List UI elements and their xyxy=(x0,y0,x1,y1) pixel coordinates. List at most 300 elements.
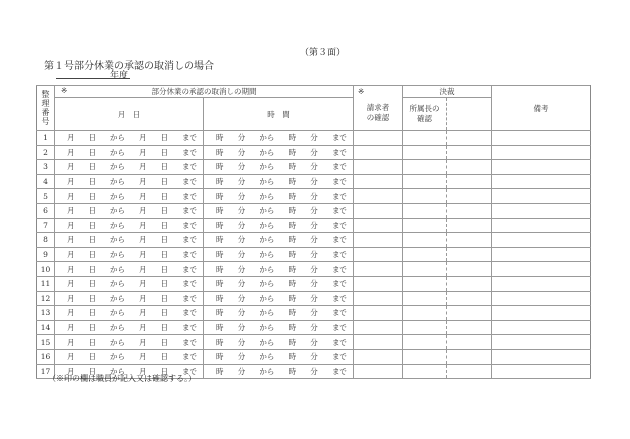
time-unit-label: 分 xyxy=(310,352,318,362)
date-unit-label: まで xyxy=(182,337,197,347)
date-unit-label: 日 xyxy=(160,293,168,303)
time-range-cell[interactable] xyxy=(204,160,354,175)
time-unit-label: から xyxy=(259,177,275,187)
approval-stamp-cell[interactable] xyxy=(447,262,492,277)
date-unit-label: まで xyxy=(182,250,197,260)
time-unit-label: まで xyxy=(331,323,347,333)
remarks-cell[interactable] xyxy=(492,203,591,218)
date-unit-label: まで xyxy=(182,147,197,157)
date-unit-label: 月 xyxy=(139,293,147,303)
date-unit-label: 日 xyxy=(88,352,96,362)
time-range-cell[interactable] xyxy=(204,276,354,291)
time-range-cell[interactable] xyxy=(204,189,354,204)
manager-confirm-cell[interactable] xyxy=(403,131,447,146)
time-unit-label: から xyxy=(259,162,275,172)
approval-stamp-cell[interactable] xyxy=(447,131,492,146)
time-unit-label: 分 xyxy=(237,133,246,143)
date-unit-label: 日 xyxy=(88,177,96,187)
time-unit-label: から xyxy=(259,323,275,333)
manager-confirm-cell[interactable] xyxy=(403,247,447,262)
time-range-cell[interactable] xyxy=(204,247,354,262)
date-unit-label: 日 xyxy=(88,147,96,157)
year-input-line[interactable] xyxy=(56,78,130,79)
date-unit-label: 月 xyxy=(139,366,147,376)
date-range-cell[interactable] xyxy=(55,189,204,204)
date-range-cell[interactable] xyxy=(55,320,204,335)
date-unit-label: まで xyxy=(182,191,197,201)
time-unit-label: 分 xyxy=(237,162,246,172)
date-unit-label: 日 xyxy=(160,352,168,362)
remarks-cell[interactable] xyxy=(492,364,591,379)
requester-confirm-cell[interactable] xyxy=(354,203,403,218)
requester-confirm-cell[interactable] xyxy=(354,276,403,291)
date-unit-label: 月 xyxy=(67,206,75,216)
date-unit-label: 月 xyxy=(139,250,147,260)
approval-stamp-cell[interactable] xyxy=(447,349,492,364)
time-unit-label: まで xyxy=(331,206,347,216)
time-unit-label: 分 xyxy=(310,177,318,187)
row-number: 16 xyxy=(37,349,55,364)
remarks-cell[interactable] xyxy=(492,189,591,204)
time-unit-label: 時 xyxy=(216,352,224,362)
time-unit-label: 分 xyxy=(237,250,246,260)
time-range-cell[interactable] xyxy=(204,291,354,306)
date-unit-label: から xyxy=(110,250,125,260)
requester-confirm-cell[interactable] xyxy=(354,145,403,160)
remarks-cell[interactable] xyxy=(492,233,591,248)
requester-confirm-cell[interactable] xyxy=(354,335,403,350)
date-unit-label: 月 xyxy=(139,147,147,157)
date-unit-label: 日 xyxy=(160,220,168,230)
date-unit-label: まで xyxy=(182,235,197,245)
date-range-cell[interactable] xyxy=(55,349,204,364)
time-unit-label: まで xyxy=(331,308,347,318)
approval-stamp-cell[interactable] xyxy=(447,364,492,379)
time-unit-label: 時 xyxy=(216,147,224,157)
date-unit-label: 月 xyxy=(67,250,75,260)
requester-confirm-cell[interactable] xyxy=(354,247,403,262)
approval-stamp-header xyxy=(447,98,492,131)
table-row xyxy=(37,247,591,262)
table-row xyxy=(37,131,591,146)
date-unit-label: 日 xyxy=(160,337,168,347)
time-unit-label: 時 xyxy=(216,133,224,143)
date-unit-label: 日 xyxy=(160,162,168,172)
time-unit-label: 時 xyxy=(216,337,224,347)
time-unit-label: 時 xyxy=(216,293,224,303)
approval-header: 決裁 xyxy=(403,86,492,98)
time-unit-label: 分 xyxy=(310,279,318,289)
approval-stamp-cell[interactable] xyxy=(447,160,492,175)
date-unit-label: 月 xyxy=(67,352,75,362)
time-unit-label: 時 xyxy=(288,366,297,376)
time-unit-label: 時 xyxy=(216,162,224,172)
date-unit-label: 月 xyxy=(67,264,75,274)
time-unit-label: 時 xyxy=(288,162,297,172)
manager-confirm-cell[interactable] xyxy=(403,262,447,277)
remarks-cell[interactable] xyxy=(492,291,591,306)
time-unit-label: 分 xyxy=(310,323,318,333)
row-number: 2 xyxy=(37,145,55,160)
time-range-cell[interactable] xyxy=(204,349,354,364)
manager-confirm-cell[interactable] xyxy=(403,335,447,350)
date-unit-label: 日 xyxy=(88,337,96,347)
manager-confirm-cell[interactable] xyxy=(403,233,447,248)
row-number: 6 xyxy=(37,203,55,218)
time-unit-label: から xyxy=(259,206,275,216)
table-row xyxy=(37,218,591,233)
manager-confirm-cell[interactable] xyxy=(403,174,447,189)
date-unit-label: 月 xyxy=(67,177,75,187)
requester-confirm-cell[interactable] xyxy=(354,131,403,146)
table-row xyxy=(37,233,591,248)
time-unit-label: 分 xyxy=(237,352,246,362)
date-unit-label: 月 xyxy=(67,235,75,245)
requester-confirm-cell[interactable] xyxy=(354,306,403,321)
time-unit-label: 分 xyxy=(310,264,318,274)
table-row xyxy=(37,203,591,218)
table-row xyxy=(37,276,591,291)
manager-confirm-cell[interactable] xyxy=(403,306,447,321)
manager-confirm-cell[interactable] xyxy=(403,291,447,306)
remarks-cell[interactable] xyxy=(492,145,591,160)
approval-stamp-cell[interactable] xyxy=(447,320,492,335)
approval-stamp-cell[interactable] xyxy=(447,291,492,306)
time-unit-label: まで xyxy=(331,162,347,172)
time-unit-label: まで xyxy=(331,133,347,143)
time-unit-label: 時 xyxy=(288,293,297,303)
time-unit-label: 時 xyxy=(288,191,297,201)
date-range-cell[interactable] xyxy=(55,203,204,218)
approval-stamp-cell[interactable] xyxy=(447,189,492,204)
approval-stamp-cell[interactable] xyxy=(447,145,492,160)
date-range-cell[interactable] xyxy=(55,306,204,321)
approval-stamp-cell[interactable] xyxy=(447,203,492,218)
manager-confirm-cell[interactable] xyxy=(403,276,447,291)
row-number: 12 xyxy=(37,291,55,306)
date-unit-label: 日 xyxy=(160,279,168,289)
time-unit-label: から xyxy=(259,235,275,245)
date-unit-label: 日 xyxy=(160,366,168,376)
date-unit-label: から xyxy=(110,191,125,201)
date-unit-label: 日 xyxy=(160,133,168,143)
time-unit-label: から xyxy=(259,133,275,143)
period-header xyxy=(55,86,354,98)
time-unit-label: 分 xyxy=(237,293,246,303)
approval-stamp-cell[interactable] xyxy=(447,276,492,291)
time-unit-label: 時 xyxy=(288,206,297,216)
remarks-cell[interactable] xyxy=(492,262,591,277)
date-unit-label: まで xyxy=(182,220,197,230)
time-unit-label: まで xyxy=(331,177,347,187)
time-unit-label: から xyxy=(259,337,275,347)
date-unit-label: 月 xyxy=(139,235,147,245)
time-unit-label: まで xyxy=(331,147,347,157)
time-unit-label: 時 xyxy=(288,337,297,347)
date-unit-label: 日 xyxy=(88,133,96,143)
date-unit-label: 日 xyxy=(88,206,96,216)
date-unit-label: から xyxy=(110,337,125,347)
remarks-cell[interactable] xyxy=(492,276,591,291)
date-unit-label: 月 xyxy=(139,177,147,187)
time-unit-label: 分 xyxy=(237,235,246,245)
time-range-cell[interactable] xyxy=(204,145,354,160)
time-unit-label: 分 xyxy=(237,177,246,187)
date-unit-label: 月 xyxy=(67,279,75,289)
date-unit-label: 日 xyxy=(160,250,168,260)
time-unit-label: 時 xyxy=(288,235,297,245)
footnote: （※印の欄は職員が記入又は確認する。） xyxy=(48,374,196,383)
date-unit-label: 月 xyxy=(67,308,75,318)
manager-confirm-cell[interactable] xyxy=(403,320,447,335)
date-unit-label: まで xyxy=(182,206,197,216)
time-unit-label: 時 xyxy=(216,279,224,289)
date-unit-label: 月 xyxy=(67,220,75,230)
date-unit-label: から xyxy=(110,366,125,376)
date-range-cell[interactable] xyxy=(55,145,204,160)
time-unit-label: まで xyxy=(331,220,347,230)
date-unit-label: 日 xyxy=(88,220,96,230)
date-unit-label: まで xyxy=(182,308,197,318)
time-unit-label: から xyxy=(259,220,275,230)
date-unit-label: 月 xyxy=(139,308,147,318)
time-unit-label: 分 xyxy=(237,323,246,333)
remarks-cell[interactable] xyxy=(492,349,591,364)
time-unit-label: 分 xyxy=(310,162,318,172)
time-column-header: 時 間 xyxy=(204,98,354,131)
time-unit-label: 時 xyxy=(288,264,297,274)
date-unit-label: 月 xyxy=(139,279,147,289)
table-row xyxy=(37,262,591,277)
time-unit-label: から xyxy=(259,308,275,318)
time-unit-label: 時 xyxy=(288,323,297,333)
remarks-cell[interactable] xyxy=(492,320,591,335)
date-range-cell[interactable] xyxy=(55,233,204,248)
manager-confirm-cell[interactable] xyxy=(403,189,447,204)
date-unit-label: から xyxy=(110,220,125,230)
date-unit-label: 月 xyxy=(67,337,75,347)
time-range-cell[interactable] xyxy=(204,203,354,218)
date-column-header: 月 日 xyxy=(55,98,204,131)
time-unit-label: 時 xyxy=(288,308,297,318)
date-range-cell[interactable] xyxy=(55,276,204,291)
time-unit-label: 分 xyxy=(310,147,318,157)
date-unit-label: 日 xyxy=(88,235,96,245)
row-number: 9 xyxy=(37,247,55,262)
date-unit-label: 日 xyxy=(88,162,96,172)
date-range-cell[interactable] xyxy=(55,291,204,306)
date-unit-label: から xyxy=(110,352,125,362)
cancellation-table xyxy=(36,85,591,379)
row-number: 5 xyxy=(37,189,55,204)
remarks-cell[interactable] xyxy=(492,174,591,189)
requester-confirm-cell[interactable] xyxy=(354,174,403,189)
row-number: 10 xyxy=(37,262,55,277)
remarks-cell[interactable] xyxy=(492,160,591,175)
time-range-cell[interactable] xyxy=(204,233,354,248)
time-unit-label: 時 xyxy=(216,323,224,333)
remarks-cell[interactable] xyxy=(492,247,591,262)
date-unit-label: 日 xyxy=(88,366,96,376)
time-unit-label: 分 xyxy=(237,366,246,376)
date-unit-label: まで xyxy=(182,293,197,303)
manager-confirm-cell[interactable] xyxy=(403,364,447,379)
page-number: （第３面） xyxy=(300,48,346,58)
date-unit-label: 月 xyxy=(139,264,147,274)
date-unit-label: から xyxy=(110,147,125,157)
remarks-cell[interactable] xyxy=(492,335,591,350)
requester-confirm-cell[interactable] xyxy=(354,233,403,248)
date-unit-label: 月 xyxy=(67,191,75,201)
time-unit-label: 時 xyxy=(216,191,224,201)
row-number: 11 xyxy=(37,276,55,291)
time-unit-label: まで xyxy=(331,191,347,201)
date-range-cell[interactable] xyxy=(55,247,204,262)
time-unit-label: 分 xyxy=(310,366,318,376)
date-range-cell[interactable] xyxy=(55,131,204,146)
time-range-cell[interactable] xyxy=(204,174,354,189)
date-unit-label: 月 xyxy=(67,293,75,303)
time-unit-label: 分 xyxy=(237,279,246,289)
manager-confirm-cell[interactable] xyxy=(403,349,447,364)
date-unit-label: 月 xyxy=(139,323,147,333)
approval-stamp-cell[interactable] xyxy=(447,247,492,262)
time-range-cell[interactable] xyxy=(204,364,354,379)
time-unit-label: 時 xyxy=(216,220,224,230)
time-unit-label: まで xyxy=(331,366,347,376)
time-unit-label: 時 xyxy=(288,177,297,187)
date-unit-label: 日 xyxy=(160,323,168,333)
approval-stamp-cell[interactable] xyxy=(447,306,492,321)
time-unit-label: 時 xyxy=(288,279,297,289)
time-range-cell[interactable] xyxy=(204,335,354,350)
requester-confirm-cell[interactable] xyxy=(354,291,403,306)
remarks-cell[interactable] xyxy=(492,218,591,233)
date-unit-label: まで xyxy=(182,264,197,274)
requester-confirm-cell[interactable] xyxy=(354,349,403,364)
time-unit-label: まで xyxy=(331,293,347,303)
manager-confirm-cell[interactable] xyxy=(403,218,447,233)
time-unit-label: まで xyxy=(331,279,347,289)
approval-stamp-cell[interactable] xyxy=(447,335,492,350)
requester-confirm-cell[interactable] xyxy=(354,320,403,335)
time-range-cell[interactable] xyxy=(204,262,354,277)
time-unit-label: 時 xyxy=(216,177,224,187)
time-unit-label: から xyxy=(259,293,275,303)
date-unit-label: 日 xyxy=(88,308,96,318)
date-unit-label: 月 xyxy=(139,337,147,347)
date-range-cell[interactable] xyxy=(55,160,204,175)
form-title: 第１号部分休業の承認の取消しの場合 xyxy=(44,61,214,72)
requester-confirm-cell[interactable] xyxy=(354,218,403,233)
remarks-cell[interactable] xyxy=(492,306,591,321)
date-unit-label: から xyxy=(110,162,125,172)
time-unit-label: 時 xyxy=(216,250,224,260)
time-unit-label: 時 xyxy=(288,133,297,143)
time-unit-label: 分 xyxy=(310,133,318,143)
manager-confirm-cell[interactable] xyxy=(403,145,447,160)
manager-confirm-cell[interactable] xyxy=(403,203,447,218)
remarks-header: 備考 xyxy=(492,86,591,131)
time-unit-label: 分 xyxy=(237,191,246,201)
time-unit-label: まで xyxy=(331,264,347,274)
approval-stamp-cell[interactable] xyxy=(447,174,492,189)
time-range-cell[interactable] xyxy=(204,218,354,233)
time-unit-label: 分 xyxy=(310,250,318,260)
date-unit-label: まで xyxy=(182,366,197,376)
date-unit-label: 月 xyxy=(139,352,147,362)
time-unit-label: まで xyxy=(331,352,347,362)
requester-marker: ※ xyxy=(358,87,365,96)
remarks-cell[interactable] xyxy=(492,131,591,146)
date-unit-label: から xyxy=(110,308,125,318)
approval-stamp-cell[interactable] xyxy=(447,218,492,233)
date-range-cell[interactable] xyxy=(55,174,204,189)
date-range-cell[interactable] xyxy=(55,262,204,277)
table-row xyxy=(37,335,591,350)
date-unit-label: から xyxy=(110,293,125,303)
time-unit-label: 分 xyxy=(310,337,318,347)
time-unit-label: 分 xyxy=(237,206,246,216)
time-unit-label: 時 xyxy=(288,220,297,230)
date-unit-label: から xyxy=(110,264,125,274)
date-unit-label: から xyxy=(110,279,125,289)
time-unit-label: 分 xyxy=(237,264,246,274)
time-range-cell[interactable] xyxy=(204,131,354,146)
date-unit-label: 日 xyxy=(88,191,96,201)
time-range-cell[interactable] xyxy=(204,306,354,321)
number-column-header: 整 理 番 号 xyxy=(37,86,55,131)
time-unit-label: 分 xyxy=(237,220,246,230)
date-unit-label: 日 xyxy=(88,293,96,303)
date-unit-label: 月 xyxy=(67,323,75,333)
table-row xyxy=(37,145,591,160)
time-unit-label: 時 xyxy=(216,366,224,376)
requester-confirm-cell[interactable] xyxy=(354,160,403,175)
date-unit-label: 月 xyxy=(139,133,147,143)
time-unit-label: 分 xyxy=(310,235,318,245)
date-unit-label: まで xyxy=(182,177,197,187)
time-range-cell[interactable] xyxy=(204,320,354,335)
time-unit-label: 時 xyxy=(216,308,224,318)
row-number: 1 xyxy=(37,131,55,146)
time-unit-label: から xyxy=(259,279,275,289)
requester-confirm-cell[interactable] xyxy=(354,364,403,379)
date-unit-label: 月 xyxy=(67,147,75,157)
requester-confirm-header: ※ 請求者 の確認 xyxy=(354,86,403,131)
row-number: 4 xyxy=(37,174,55,189)
manager-confirm-header: 所属長の 確認 xyxy=(403,98,447,131)
date-unit-label: から xyxy=(110,235,125,245)
requester-confirm-cell[interactable] xyxy=(354,189,403,204)
row-number: 7 xyxy=(37,218,55,233)
table-row xyxy=(37,349,591,364)
time-unit-label: 時 xyxy=(288,352,297,362)
date-range-cell[interactable] xyxy=(55,218,204,233)
time-unit-label: 分 xyxy=(310,206,318,216)
date-unit-label: から xyxy=(110,206,125,216)
row-number: 17 xyxy=(37,364,55,379)
requester-confirm-cell[interactable] xyxy=(354,262,403,277)
date-unit-label: から xyxy=(110,133,125,143)
date-unit-label: まで xyxy=(182,279,197,289)
date-unit-label: 月 xyxy=(139,191,147,201)
date-range-cell[interactable] xyxy=(55,335,204,350)
table-row xyxy=(37,174,591,189)
manager-confirm-cell[interactable] xyxy=(403,160,447,175)
table-row xyxy=(37,189,591,204)
approval-stamp-cell[interactable] xyxy=(447,233,492,248)
